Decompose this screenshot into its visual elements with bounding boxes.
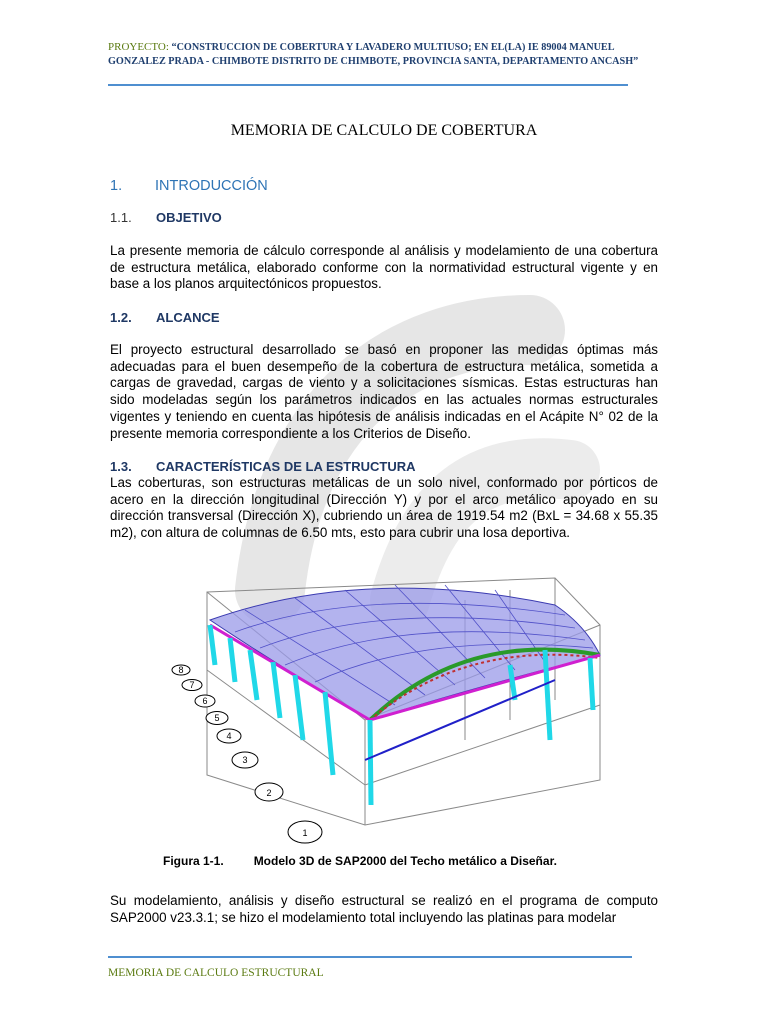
footer-rule: [108, 956, 632, 958]
section-1-1-heading: [110, 210, 222, 225]
axis-label-5: 5: [214, 713, 220, 723]
caracteristicas-paragraph: Las coberturas, son estructuras metálicas de un solo nivel, conformado por pórticos de acero en la dirección longitudinal (Dirección Y) y por el arco metálico apoyado en su dirección transversal (Dirección X), cubriendo un área de 1919.54 m2 (BxL = 34.68 x 55.35 m2), con altura de columnas de 6.50 mts, esto para cubrir una losa deportiva.: [110, 475, 658, 541]
section-1-3-heading: [110, 459, 416, 474]
project-label: PROYECTO:: [108, 41, 169, 53]
section-1-title: INTRODUCCIÓN: [155, 178, 268, 194]
document-title: MEMORIA DE CALCULO DE COBERTURA: [230, 122, 538, 139]
section-1-1-title: OBJETIVO: [156, 210, 222, 225]
section-1-1-number: 1.1.: [110, 210, 132, 225]
section-1-3-title: CARACTERÍSTICAS DE LA ESTRUCTURA: [156, 459, 416, 474]
section-1-2-number: 1.2.: [110, 310, 132, 325]
objetivo-paragraph: La presente memoria de cálculo corresponde al análisis y modelamiento de una cobertura de estructura metálica, elaborado conforme con la normatividad estructural vigente y en base a los planos arquitectónicos propuestos.: [110, 243, 658, 292]
section-1-2-heading: [110, 310, 220, 325]
axis-label-2: 2: [266, 788, 272, 798]
axis-label-3: 3: [242, 755, 248, 765]
project-header: [108, 40, 648, 69]
project-title: “CONSTRUCCION DE COBERTURA Y LAVADERO MULTIUSO; EN EL(LA) IE 89004 MANUEL GONZALEZ PRADA - CHIMBOTE DISTRITO DE CHIMBOTE, PROVINCIA SANTA, DEPARTAMENTO ANCASH”: [108, 42, 639, 67]
header-rule: [108, 84, 628, 86]
sap2000-model-figure: [165, 570, 635, 845]
closing-paragraph: Su modelamiento, análisis y diseño estructural se realizó en el programa de computo SAP2000 v23.3.1; se hizo el modelamiento total incluyendo las platinas para modelar: [110, 893, 658, 925]
figure-label: Figura 1-1.: [163, 854, 224, 868]
axis-label-8: 8: [178, 665, 184, 675]
section-1-3-number: 1.3.: [110, 459, 132, 474]
axis-label-4: 4: [226, 731, 232, 741]
axis-label-1: 1: [302, 828, 308, 838]
section-1-2-title: ALCANCE: [156, 310, 220, 325]
section-1-number: 1.: [110, 178, 123, 194]
axis-label-7: 7: [189, 680, 195, 690]
figure-caption-text: Modelo 3D de SAP2000 del Techo metálico a Diseñar.: [253, 854, 557, 868]
figure-caption: [163, 854, 557, 868]
alcance-paragraph: El proyecto estructural desarrollado se basó en proponer las medidas óptimas más adecuadas para el buen desempeño de la cobertura de estructura metálica, sometida a cargas de gravedad, cargas de viento y a solicitaciones sísmicas. Estas estructuras han sido modeladas según los parámetros indicados en las actuales normas estructurales vigentes y teniendo en cuenta las hipótesis de análisis indicadas en el Acápite N° 02 de la presente memoria correspondiente a los Criterios de Diseño.: [110, 342, 658, 441]
section-1-heading: [110, 178, 268, 194]
footer-text: MEMORIA DE CALCULO ESTRUCTURAL: [108, 967, 324, 979]
axis-label-6: 6: [202, 696, 208, 706]
